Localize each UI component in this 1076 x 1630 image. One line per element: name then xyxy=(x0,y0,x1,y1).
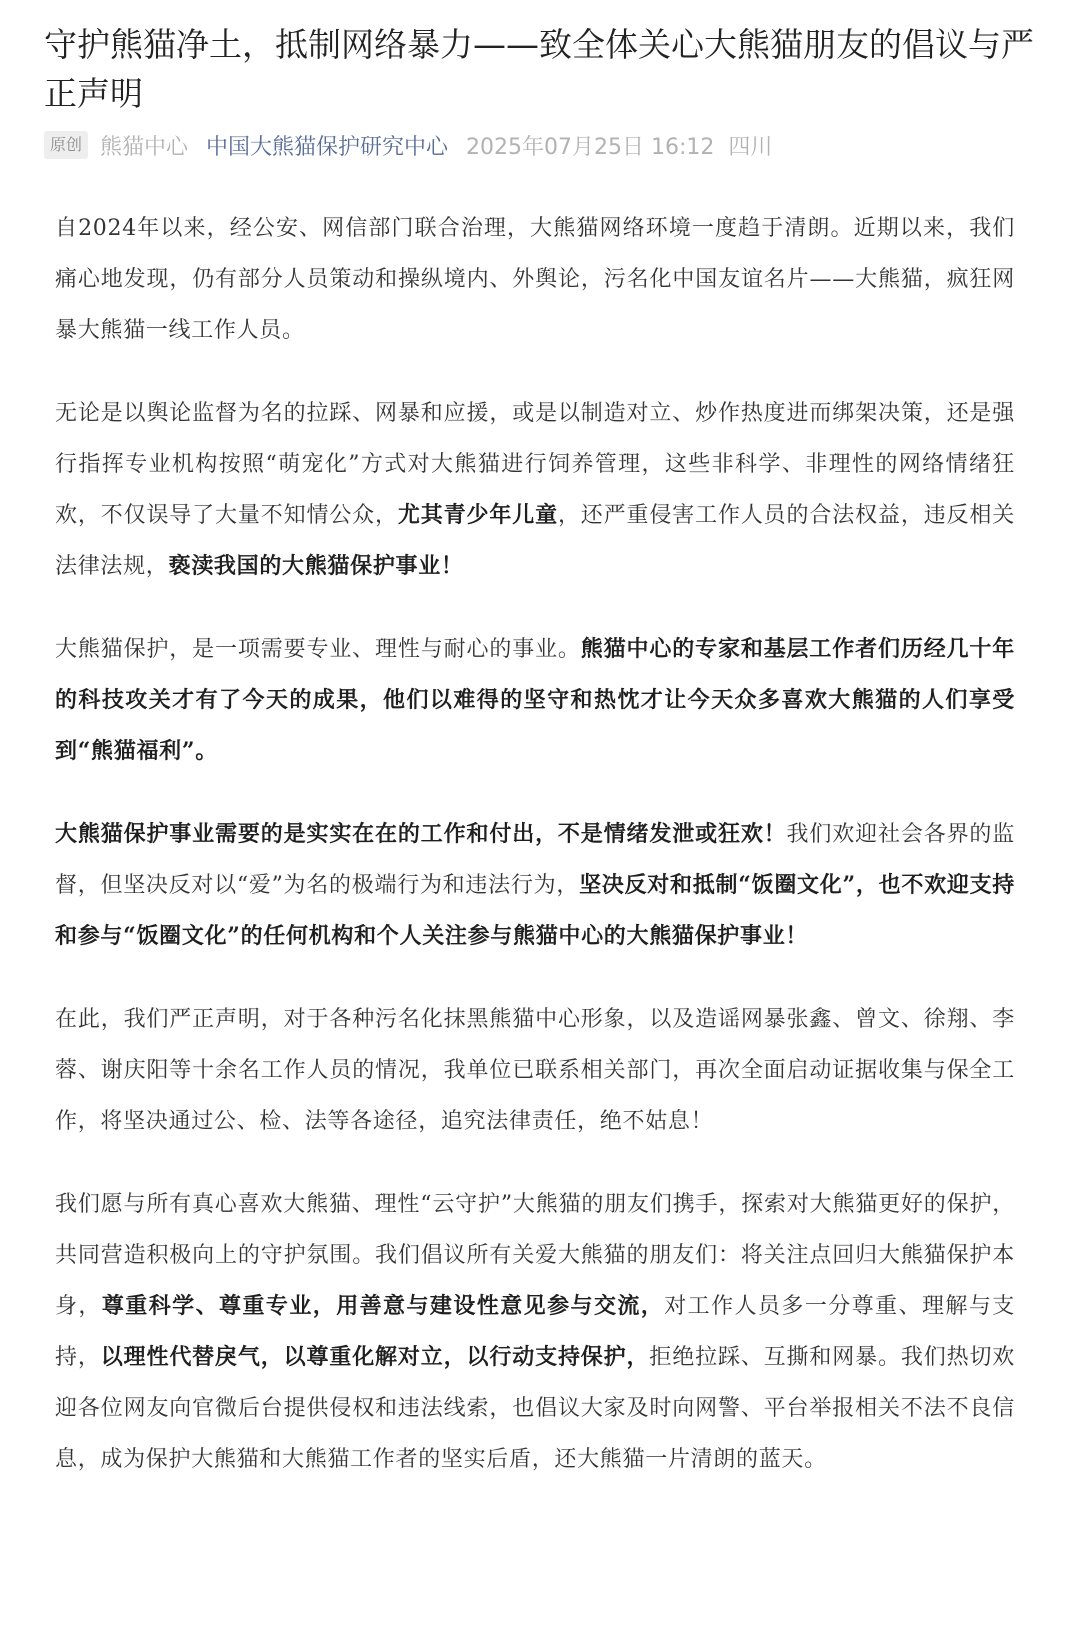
bold-text: 亵渎我国的大熊猫保护事业！ xyxy=(168,553,464,579)
body-text: 无论是以舆论监督为名的拉踩、网暴和应援，或是以制造对立、炒作热度进而绑架决策，还是强行指挥专业机构按照“萌宠化”方式对大熊猫进行饲养管理，这些非科学、非理性的网络情绪狂欢，不仅误导了大量不知情公众， xyxy=(55,401,1015,528)
body-text: 大熊猫保护，是一项需要专业、理性与耐心的事业。 xyxy=(55,637,581,662)
body-text: 我们愿与所有真心喜欢大熊猫、理性“云守护”大熊猫的朋友们携手，探索对大熊猫更好的保护，共同营造积极向上的守护氛围。我们倡议所有关爱大熊猫的朋友们：将关注点回归大熊猫保护本身， xyxy=(55,1192,1015,1319)
bold-text: 坚决反对和抵制“饭圈文化”，也不欢迎支持和参与“饭圈文化”的任何机构和个人关注参与熊猫中心的大熊猫保护事业！ xyxy=(55,872,1016,949)
bold-text: 大熊猫保护事业需要的是实实在在的工作和付出，不是情绪发泄或狂欢！ xyxy=(55,821,787,847)
article-meta xyxy=(44,128,772,162)
body-text: 拒绝拉踩、互撕和网暴。我们热切欢迎各位网友向官微后台提供侵权和违法线索，也倡议大家及时向网警、平台举报相关不法不良信息，成为保护大熊猫和大熊猫工作者的坚实后盾，还大熊猫一片清朗的蓝天。 xyxy=(55,1345,1015,1472)
body-text: 自2024年以来，经公安、网信部门联合治理，大熊猫网络环境一度趋于清朗。近期以来，我们痛心地发现，仍有部分人员策动和操纵境内、外舆论，污名化中国友谊名片——大熊猫，疯狂网暴大熊猫一线工作人员。 xyxy=(55,216,1015,343)
paragraph xyxy=(55,624,1015,777)
paragraph xyxy=(55,203,1015,356)
paragraph-gap xyxy=(55,962,1015,994)
author-name: 熊猫中心 xyxy=(100,134,189,160)
paragraph xyxy=(55,1179,1015,1485)
bold-text: 以理性代替戾气，以尊重化解对立，以行动支持保护， xyxy=(100,1344,650,1370)
body-text: 我们欢迎社会各界的监督，但坚决反对以“爱”为名的极端行为和违法行为， xyxy=(55,822,1015,898)
paragraph-gap xyxy=(55,592,1015,624)
publish-location: 四川 xyxy=(728,134,773,160)
body-text: ，还严重侵害工作人员的合法权益，违反相关法律法规， xyxy=(55,503,1015,579)
paragraph-gap xyxy=(55,777,1015,809)
account-name-link[interactable]: 中国大熊猫保护研究中心 xyxy=(206,134,449,160)
bold-text: 熊猫中心的专家和基层工作者们历经几十年的科技攻关才有了今天的成果，他们以难得的坚守和热忱才让今天众多喜欢大熊猫的人们享受到“熊猫福利”。 xyxy=(55,636,1015,764)
publish-date: 2025年07月25日 16:12 xyxy=(466,134,715,160)
article-title: 守护熊猫净土，抵制网络暴力——致全体关心大熊猫朋友的倡议与严正声明 xyxy=(44,25,1034,113)
paragraph xyxy=(55,388,1015,592)
article-content xyxy=(55,203,1015,1485)
body-text: 对工作人员多一分尊重、理解与支持， xyxy=(55,1294,1015,1370)
bold-text: 尊重科学、尊重专业，用善意与建设性意见参与交流， xyxy=(101,1293,665,1319)
paragraph xyxy=(55,809,1015,962)
bold-text: 尤其青少年儿童 xyxy=(397,502,558,528)
paragraph-gap xyxy=(55,356,1015,388)
original-badge: 原创 xyxy=(44,131,88,159)
paragraph-gap xyxy=(55,1147,1015,1179)
body-text: 在此，我们严正声明，对于各种污名化抹黑熊猫中心形象，以及造谣网暴张鑫、曾文、徐翔、李蓉、谢庆阳等十余名工作人员的情况，我单位已联系相关部门，再次全面启动证据收集与保全工作，将坚决通过公、检、法等各途径，追究法律责任，绝不姑息！ xyxy=(55,1007,1015,1134)
paragraph xyxy=(55,994,1015,1147)
